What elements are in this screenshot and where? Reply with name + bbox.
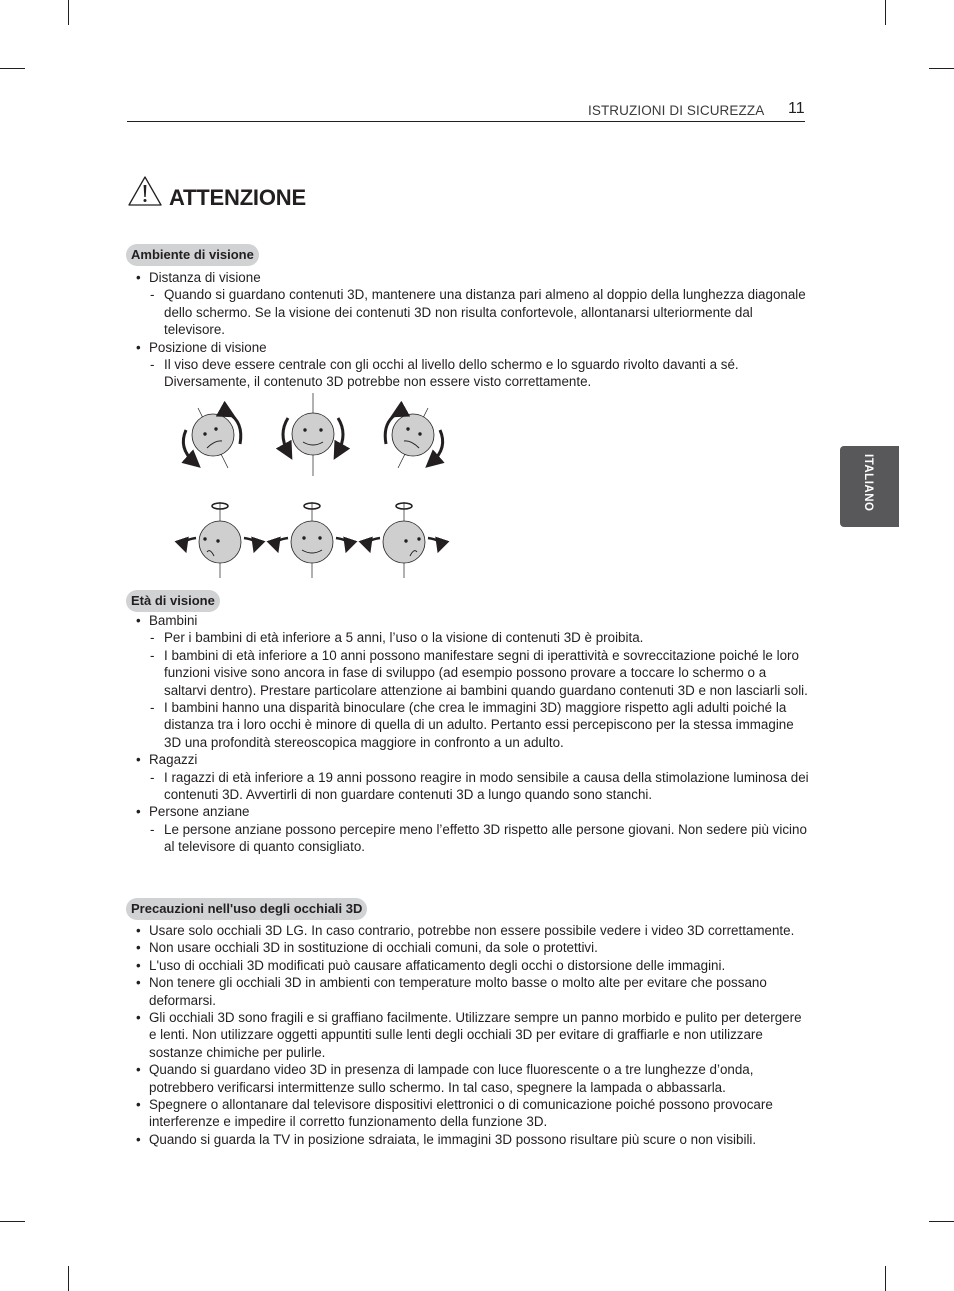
header-rule [127, 121, 805, 122]
crop-mark [0, 1221, 25, 1222]
crop-mark [929, 1221, 954, 1222]
crop-mark [0, 68, 25, 69]
sub-item: - Le persone anziane possono percepire meno l’effetto 3D rispetto alle persone giovani. Non sedere più vicino al televisore di quanto consigliato. [136, 821, 811, 856]
running-header: ISTRUZIONI DI SICUREZZA [588, 103, 765, 118]
tilted-face-right [385, 408, 442, 468]
list-item: • Persone anziane [136, 803, 811, 820]
crop-mark [68, 0, 69, 25]
list-item: • Bambini [136, 612, 811, 629]
language-tab [840, 446, 899, 527]
sub-item: - I bambini di età inferiore a 10 anni possono manifestare segni di iperattività e sovreccitazione poiché le loro funzioni visive sono ancora in fase di sviluppo (ad esempio possono provare a toccare lo schermo o a saltarvi dentro). Prestare particolare attenzione ai bambini quando guardano contenuti 3D e non lasciarli soli. [136, 647, 811, 699]
crop-mark [885, 0, 886, 25]
list-item: • Quando si guardano video 3D in presenza di lampade con luce fluorescente o a tre lunghezze d’onda, potrebbero verificarsi intermittenze sullo schermo. In tal caso, spegnere la lampada o abbassarla. [136, 1061, 811, 1096]
section-heading: Precauzioni nell'uso degli occhiali 3D [126, 898, 367, 920]
sub-item: - Quando si guardano contenuti 3D, mantenere una distanza pari almeno al doppio della lunghezza diagonale dello schermo. Se la visione dei contenuti 3D non risulta confortevole, allontanarsi ulteriormente dal televisore. [136, 286, 811, 338]
viewing-position-illustration [170, 390, 460, 585]
section-body [136, 922, 811, 1148]
language-tab-label: ITALIANO [862, 454, 874, 512]
section-heading: Età di visione [126, 590, 220, 612]
sub-item: - Per i bambini di età inferiore a 5 anni, l’uso o la visione di contenuti 3D è proibita. [136, 629, 811, 646]
turned-face-right [368, 502, 441, 578]
list-item: • Gli occhiali 3D sono fragili e si graffiano facilmente. Utilizzare sempre un panno morbido e pulito per detergere e lenti. Non utilizzare oggetti appuntiti sulle lenti degli occhiali 3D per evitare di graffiarle e non utilizzare sostanze chimiche per pulirle. [136, 1009, 811, 1061]
list-item: • Spegnere o allontanare dal televisore dispositivi elettronici o di comunicazione poiché possono provocare interferenze e impedire il corretto funzionamento della funzione 3D. [136, 1096, 811, 1131]
crop-mark [68, 1266, 69, 1291]
section-body [136, 269, 811, 391]
warning-triangle-icon [127, 175, 163, 207]
page-title: ATTENZIONE [169, 185, 306, 210]
list-item: • Non tenere gli occhiali 3D in ambienti con temperature molto basse o molto alte per evitare che possano deformarsi. [136, 974, 811, 1009]
sub-item: - I ragazzi di età inferiore a 19 anni possono reagire in modo sensibile a causa della stimolazione luminosa dei contenuti 3D. Avvertirli di non guardare contenuti 3D a lungo quando sono stanchi. [136, 769, 811, 804]
crop-mark [929, 68, 954, 69]
front-face-center [276, 502, 349, 578]
list-item: • Posizione di visione [136, 339, 811, 356]
section-heading: Ambiente di visione [126, 244, 259, 266]
crop-mark [885, 1266, 886, 1291]
list-item: • Distanza di visione [136, 269, 811, 286]
sub-item: - I bambini hanno una disparità binoculare (che crea le immagini 3D) maggiore rispetto agli adulti poiché la distanza tra i loro occhi è minore di quella di un adulto. Pertanto essi percepiscono per la stessa immagine 3D una profondità stereoscopica maggiore in confronto a un adulto. [136, 699, 811, 751]
list-item: • Quando si guarda la TV in posizione sdraiata, le immagini 3D possono risultare più scure o non visibili. [136, 1131, 811, 1148]
section-body [136, 612, 811, 856]
list-item: • Ragazzi [136, 751, 811, 768]
list-item: • Usare solo occhiali 3D LG. In caso contrario, potrebbe non essere possibile vedere i video 3D correttamente. [136, 922, 811, 939]
sub-item: - Il viso deve essere centrale con gli occhi al livello dello schermo e lo sguardo rivolto davanti a sé. Diversamente, il contenuto 3D potrebbe non essere visto correttamente. [136, 356, 811, 391]
page-number: 11 [788, 100, 805, 117]
correct-face-center [283, 393, 343, 476]
tilted-face-left [183, 408, 240, 468]
turned-face-left [184, 502, 257, 578]
list-item: • L'uso di occhiali 3D modificati può causare affaticamento degli occhi o distorsione delle immagini. [136, 957, 811, 974]
list-item: • Non usare occhiali 3D in sostituzione di occhiali comuni, da sole o protettivi. [136, 939, 811, 956]
